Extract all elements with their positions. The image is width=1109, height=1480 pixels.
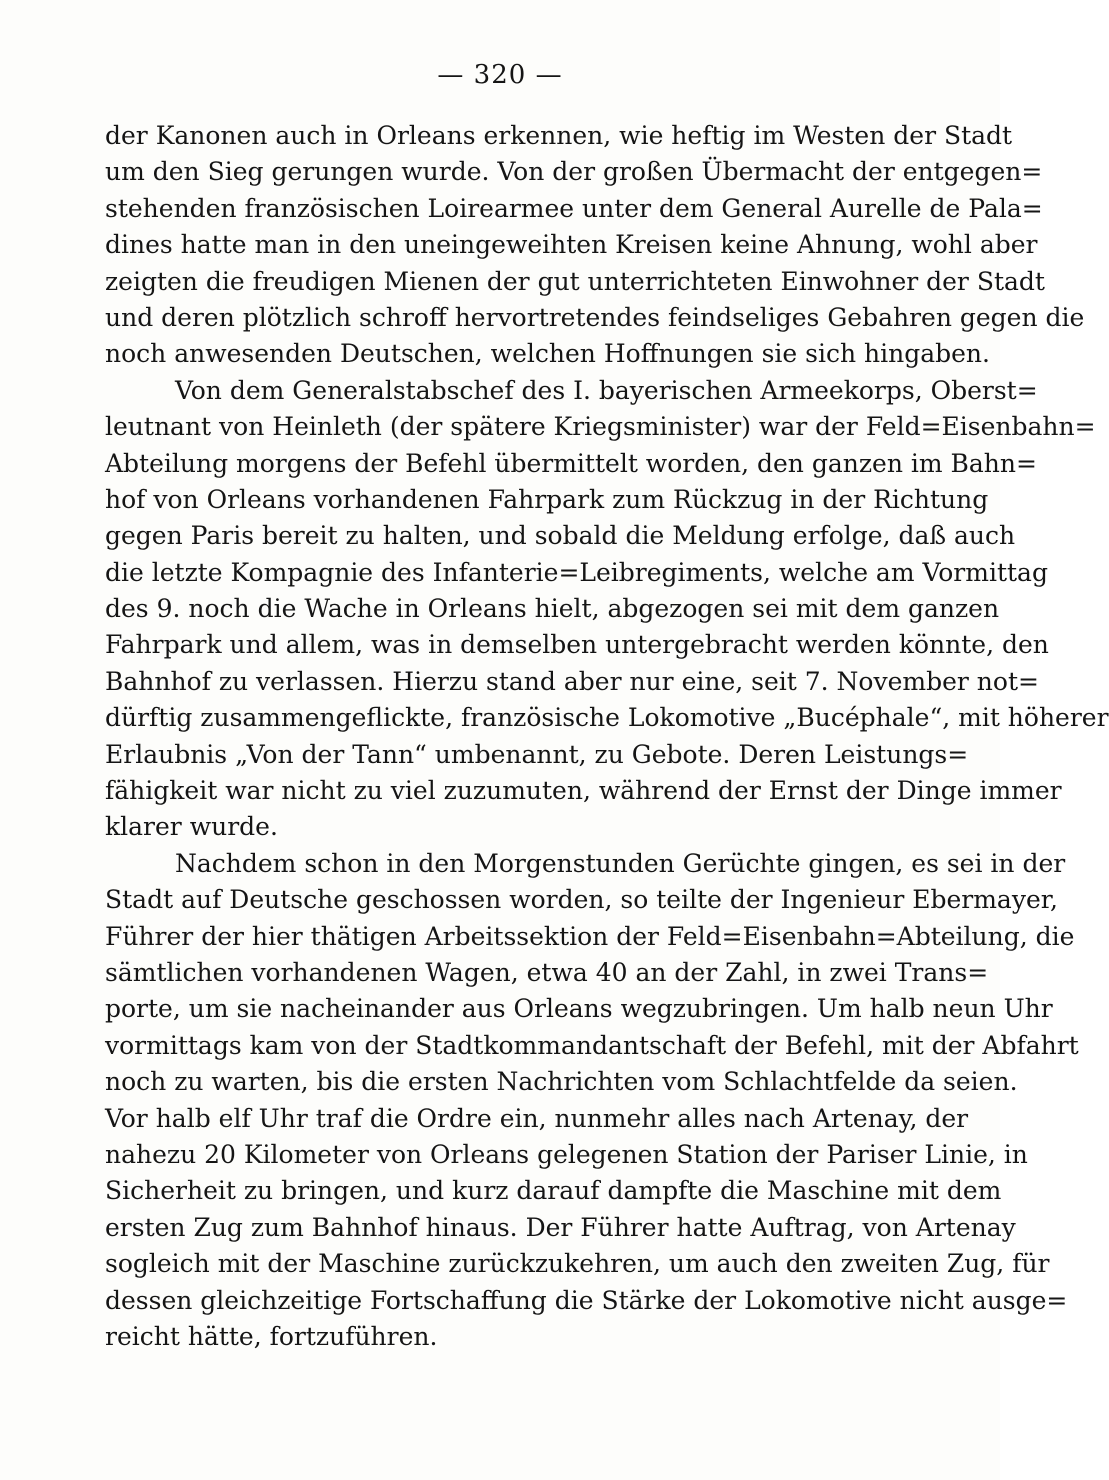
text-line: leutnant von Heinleth (der spätere Kriegsminister) war der Feld=Eisenbahn= <box>105 412 1096 442</box>
text-line: um den Sieg gerungen wurde. Von der großen Übermacht der entgegen= <box>105 157 1043 187</box>
text-line: Führer der hier thätigen Arbeitssektion der Feld=Eisenbahn=Abteilung, die <box>105 921 1075 951</box>
text-line: dessen gleichzeitige Fortschaffung die Stärke der Lokomotive nicht ausge= <box>105 1285 1068 1315</box>
text-line: Von dem Generalstabschef des I. bayerischen Armeekorps, Oberst= <box>175 375 1038 405</box>
text-line: dines hatte man in den uneingeweihten Kreisen keine Ahnung, wohl aber <box>105 230 1038 260</box>
text-line: reicht hätte, fortzuführen. <box>105 1321 438 1351</box>
text-line: sämtlichen vorhandenen Wagen, etwa 40 an der Zahl, in zwei Trans= <box>105 957 989 987</box>
text-line: Vor halb elf Uhr traf die Ordre ein, nunmehr alles nach Artenay, der <box>105 1103 969 1133</box>
text-line: porte, um sie nacheinander aus Orleans wegzubringen. Um halb neun Uhr <box>105 994 1053 1024</box>
text-line: Nachdem schon in den Morgenstunden Gerüchte gingen, es sei in der <box>175 848 1066 878</box>
text-line: dürftig zusammengeflickte, französische Lokomotive „Bucéphale“, mit höherer <box>105 703 1109 733</box>
text-line: hof von Orleans vorhandenen Fahrpark zum Rückzug in der Richtung <box>105 484 989 514</box>
text-line: nahezu 20 Kilometer von Orleans gelegenen Station der Pariser Linie, in <box>105 1139 1028 1169</box>
text-line: Fahrpark und allem, was in demselben untergebracht werden könnte, den <box>105 630 1049 660</box>
text-line: noch anwesenden Deutschen, welchen Hoffnungen sie sich hingaben. <box>105 339 990 369</box>
page-number: — 320 — <box>437 60 563 90</box>
text-line: zeigten die freudigen Mienen der gut unterrichteten Einwohner der Stadt <box>105 266 1045 296</box>
text-line: Bahnhof zu verlassen. Hierzu stand aber nur eine, seit 7. November not= <box>105 666 1039 696</box>
text-line: Erlaubnis „Von der Tann“ umbenannt, zu Gebote. Deren Leistungs= <box>105 739 969 769</box>
text-line: Abteilung morgens der Befehl übermittelt worden, den ganzen im Bahn= <box>105 448 1037 478</box>
text-line: klarer wurde. <box>105 812 278 842</box>
text-line: Stadt auf Deutsche geschossen worden, so teilte der Ingenieur Ebermayer, <box>105 885 1058 915</box>
text-line: die letzte Kompagnie des Infanterie=Leibregiments, welche am Vormittag <box>105 557 1048 587</box>
text-line: sogleich mit der Maschine zurückzukehren, um auch den zweiten Zug, für <box>105 1249 1050 1279</box>
paragraph <box>105 373 1109 846</box>
text-line: noch zu warten, bis die ersten Nachrichten vom Schlachtfelde da seien. <box>105 1067 1018 1097</box>
text-line: stehenden französischen Loirearmee unter dem General Aurelle de Pala= <box>105 193 1043 223</box>
text-line: Sicherheit zu bringen, und kurz darauf dampfte die Maschine mit dem <box>105 1176 1002 1206</box>
text-line: des 9. noch die Wache in Orleans hielt, abgezogen sei mit dem ganzen <box>105 594 1000 624</box>
text-line: gegen Paris bereit zu halten, und sobald die Meldung erfolge, daß auch <box>105 521 1016 551</box>
text-line: vormittags kam von der Stadtkommandantschaft der Befehl, mit der Abfahrt <box>105 1030 1079 1060</box>
text-line: und deren plötzlich schroff hervortretendes feindseliges Gebahren gegen die <box>105 302 1085 332</box>
text-line: fähigkeit war nicht zu viel zuzumuten, während der Ernst der Dinge immer <box>105 776 1062 806</box>
paragraph <box>105 118 1085 373</box>
text-line: ersten Zug zum Bahnhof hinaus. Der Führer hatte Auftrag, von Artenay <box>105 1212 1016 1242</box>
text-line: der Kanonen auch in Orleans erkennen, wie heftig im Westen der Stadt <box>105 121 1013 150</box>
paragraph <box>105 846 1079 1355</box>
body-text <box>105 118 1109 1355</box>
